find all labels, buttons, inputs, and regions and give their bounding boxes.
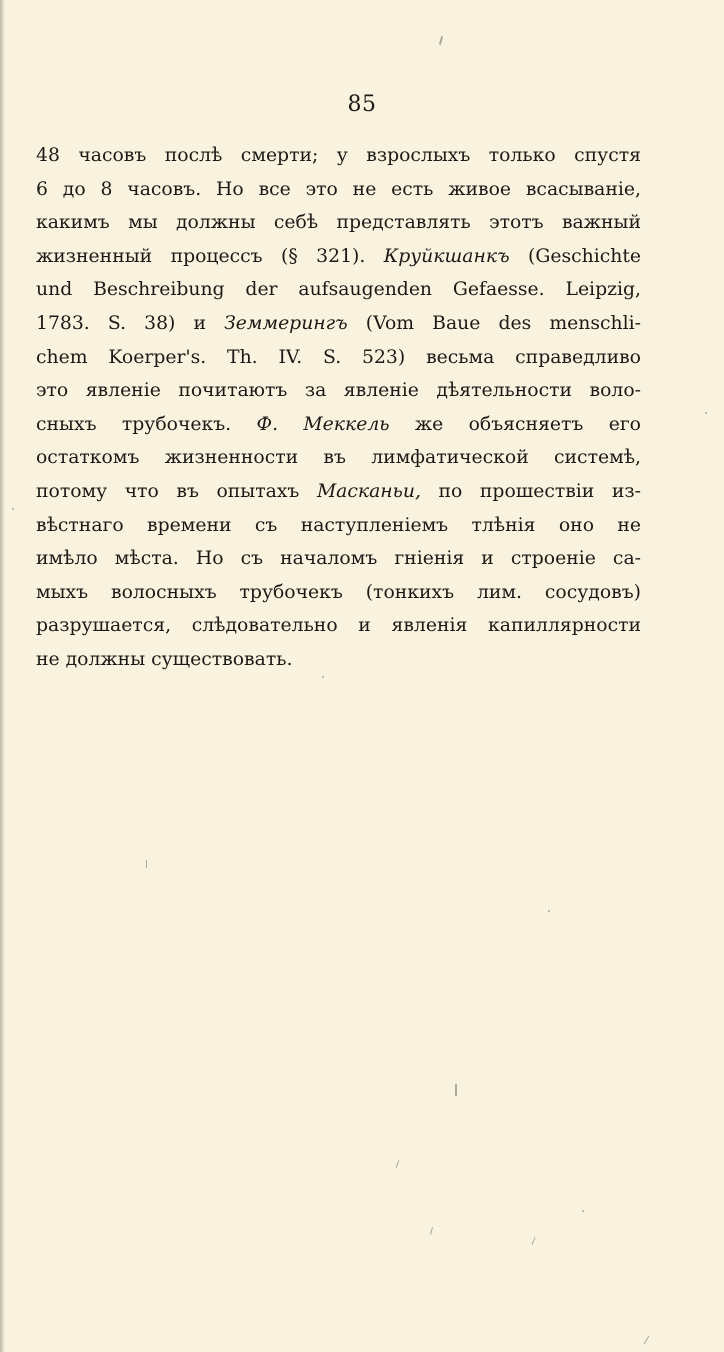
text-line <box>36 609 641 643</box>
scan-speck <box>644 1335 650 1344</box>
text-line <box>36 475 641 509</box>
scan-speck <box>439 36 443 45</box>
italic-name: Ф. Меккель <box>256 413 390 435</box>
text-line <box>36 374 641 408</box>
text-run: по прошествіи из- <box>420 480 641 502</box>
text-line <box>36 273 641 307</box>
text-run: жизненный процессъ (§ 321). <box>36 245 384 267</box>
text-line <box>36 341 641 375</box>
italic-name: Масканьи, <box>316 480 421 502</box>
text-run: мыхъ волосныхъ трубочекъ (тонкихъ лим. сосудовъ) <box>36 581 641 603</box>
scan-speck <box>322 676 324 678</box>
text-line <box>36 307 641 341</box>
text-run: 1783. S. 38) и <box>36 312 225 334</box>
text-line <box>36 173 641 207</box>
scan-speck <box>396 1160 400 1168</box>
scan-speck <box>705 412 707 414</box>
text-line <box>36 542 641 576</box>
text-run: chem Koerper's. Th. IV. S. 523) весьма справедливо <box>36 346 641 368</box>
scan-speck <box>548 910 550 912</box>
text-run: не должны существовать. <box>36 648 293 670</box>
text-run: сныхъ трубочекъ. <box>36 413 257 435</box>
scan-speck <box>146 860 147 868</box>
scan-speck <box>430 1227 433 1235</box>
text-run: (Vom Baue des menschli- <box>347 312 641 334</box>
text-line <box>36 643 641 677</box>
text-line <box>36 206 641 240</box>
body-text <box>36 139 641 677</box>
text-run: остаткомъ жизненности въ лимфатической системѣ, <box>36 447 641 469</box>
text-line <box>36 408 641 442</box>
text-run: же объясняетъ его <box>389 413 641 435</box>
text-run: 48 часовъ послѣ смерти; у взрослыхъ только спустя <box>36 145 641 166</box>
text-line <box>36 139 641 173</box>
text-run: вѣстнаго времени съ наступленіемъ тлѣнія оно не <box>36 514 641 536</box>
text-run: это явленіе почитаютъ за явленіе дѣятельности воло- <box>36 380 641 402</box>
scan-speck <box>531 1237 535 1245</box>
text-run: (Geschichte <box>509 245 641 267</box>
text-run: разрушается, слѣдовательно и явленія капиллярности <box>36 615 641 637</box>
text-line <box>36 509 641 543</box>
scan-speck <box>582 1210 584 1212</box>
scan-speck <box>12 508 14 510</box>
scan-speck <box>455 1084 457 1096</box>
page-number: 85 <box>347 92 377 117</box>
text-run: 6 до 8 часовъ. Но все это не есть живое всасываніе, <box>36 178 641 200</box>
text-line <box>36 576 641 610</box>
text-run: und Beschreibung der aufsaugenden Gefaesse. Leipzig, <box>36 279 641 301</box>
italic-name: Круйкшанкъ <box>383 245 510 267</box>
text-run: имѣло мѣста. Но съ началомъ гніенія и строеніе са- <box>36 548 641 570</box>
text-run: какимъ мы должны себѣ представлять этотъ важный <box>36 212 641 234</box>
text-line <box>36 441 641 475</box>
text-run: потому что въ опытахъ <box>36 480 317 502</box>
text-line <box>36 240 641 274</box>
italic-name: Земмерингъ <box>224 312 348 334</box>
